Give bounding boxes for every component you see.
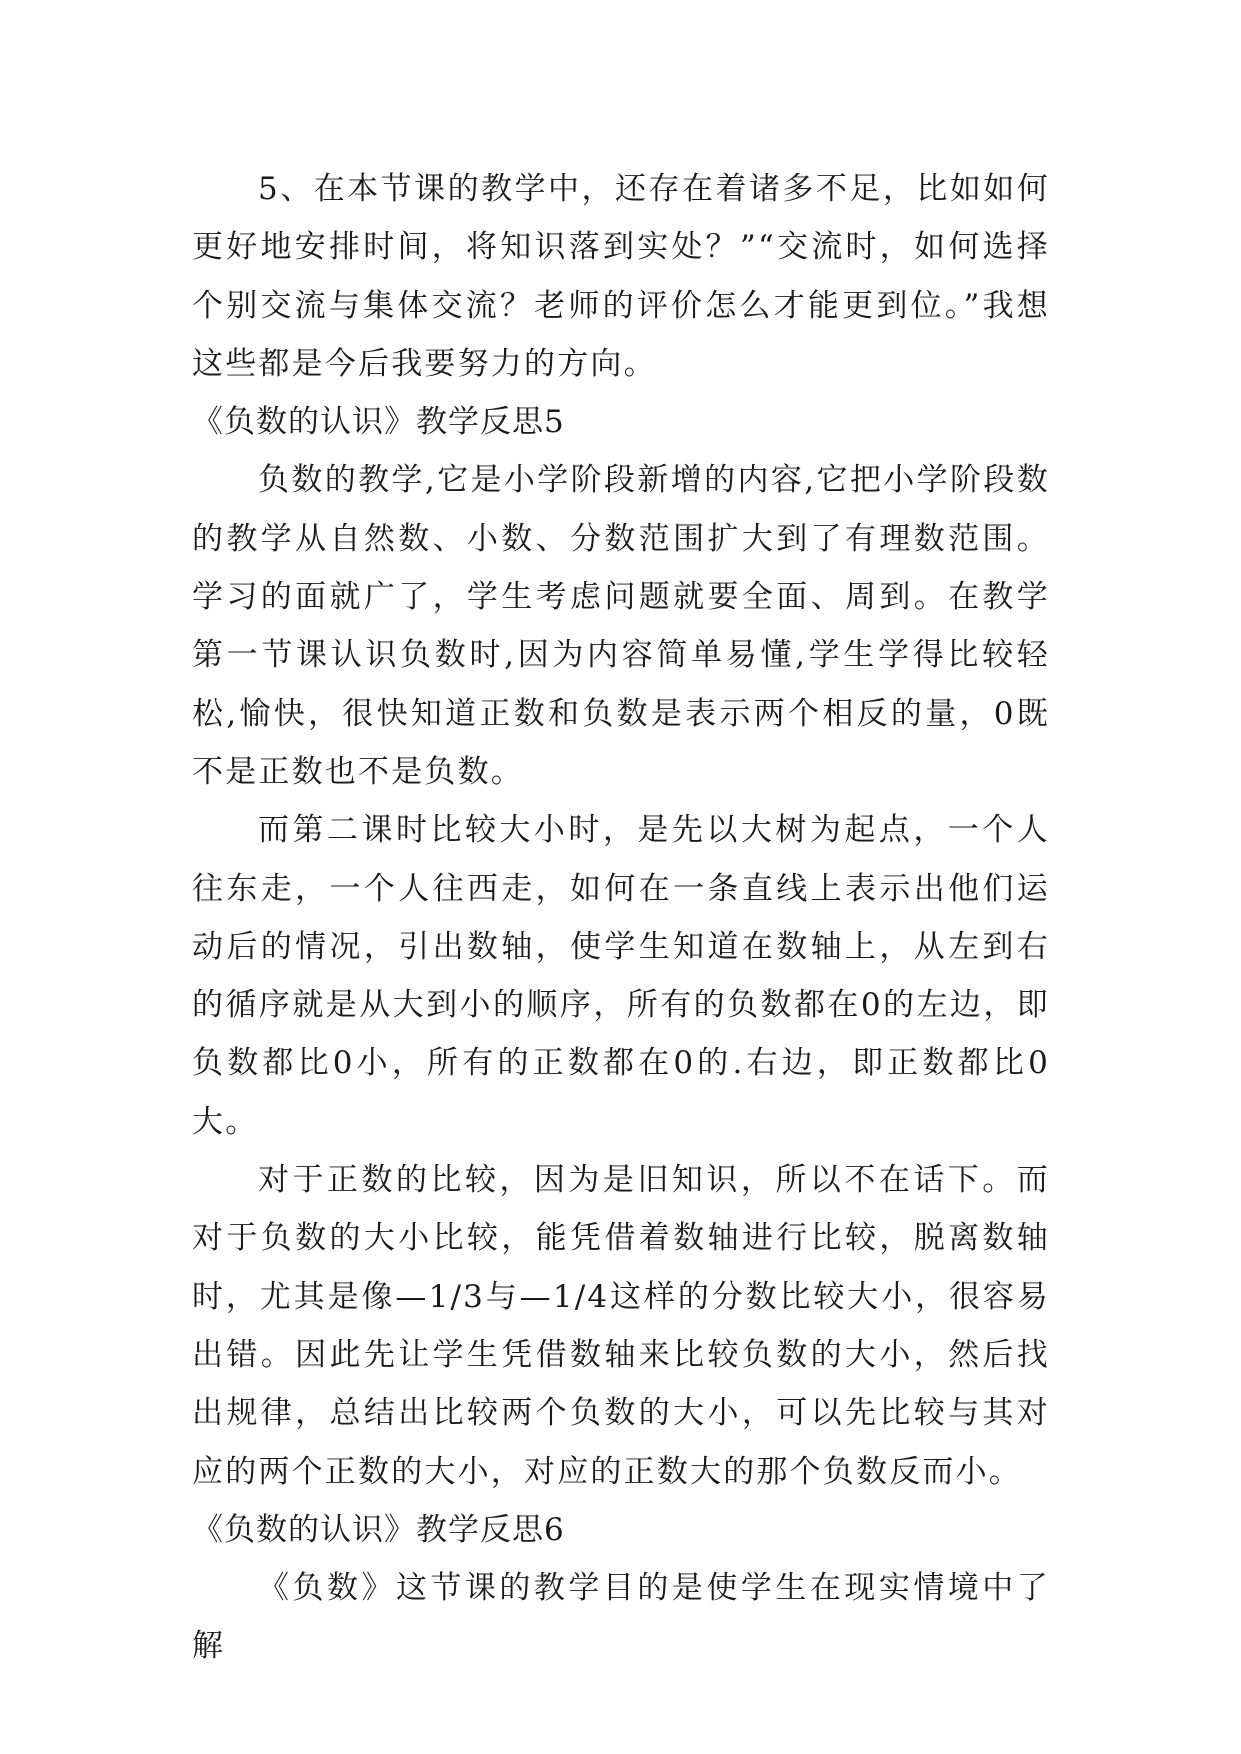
paragraph-shortcomings: 5、在本节课的教学中，还存在着诸多不足，比如如何更好地安排时间，将知识落到实处？”“交流时，如何选择个别交流与集体交流？老师的评价怎么才能更到位。”我想这些都是今后我要努力的方向。 xyxy=(192,171,1050,382)
section-heading-reflection-6: 《负数的认识》教学反思6 xyxy=(192,1511,565,1548)
paragraph-number-line: 而第二课时比较大小时，是先以大树为起点，一个人往东走，一个人往西走，如何在一条直线上表示出他们运动后的情况，引出数轴，使学生知道在数轴上，从左到右的循序就是从大到小的顺序，所有的负数都在0的左边，即负数都比0小，所有的正数都在0的.右边，即正数都比0大。 xyxy=(192,812,1050,1140)
document-body xyxy=(192,160,1050,1676)
paragraph-negative-number-teaching: 负数的教学,它是小学阶段新增的内容,它把小学阶段数的教学从自然数、小数、分数范围扩大到了有理数范围。学习的面就广了，学生考虑问题就要全面、周到。在教学第一节课认识负数时,因为内容简单易懂,学生学得比较轻松,愉快，很快知道正数和负数是表示两个相反的量，0既不是正数也不是负数。 xyxy=(192,462,1050,790)
section-heading-reflection-5: 《负数的认识》教学反思5 xyxy=(192,404,565,441)
paragraph-lesson-goal: 《负数》这节课的教学目的是使学生在现实情境中了解 xyxy=(192,1570,1050,1665)
paragraph-comparing-negatives: 对于正数的比较，因为是旧知识，所以不在话下。而对于负数的大小比较，能凭借着数轴进行比较，脱离数轴时，尤其是像—1/3与—1/4这样的分数比较大小，很容易出错。因此先让学生凭借数轴来比较负数的大小，然后找出规律，总结出比较两个负数的大小，可以先比较与其对应的两个正数的大小，对应的正数大的那个负数反而小。 xyxy=(192,1162,1050,1490)
